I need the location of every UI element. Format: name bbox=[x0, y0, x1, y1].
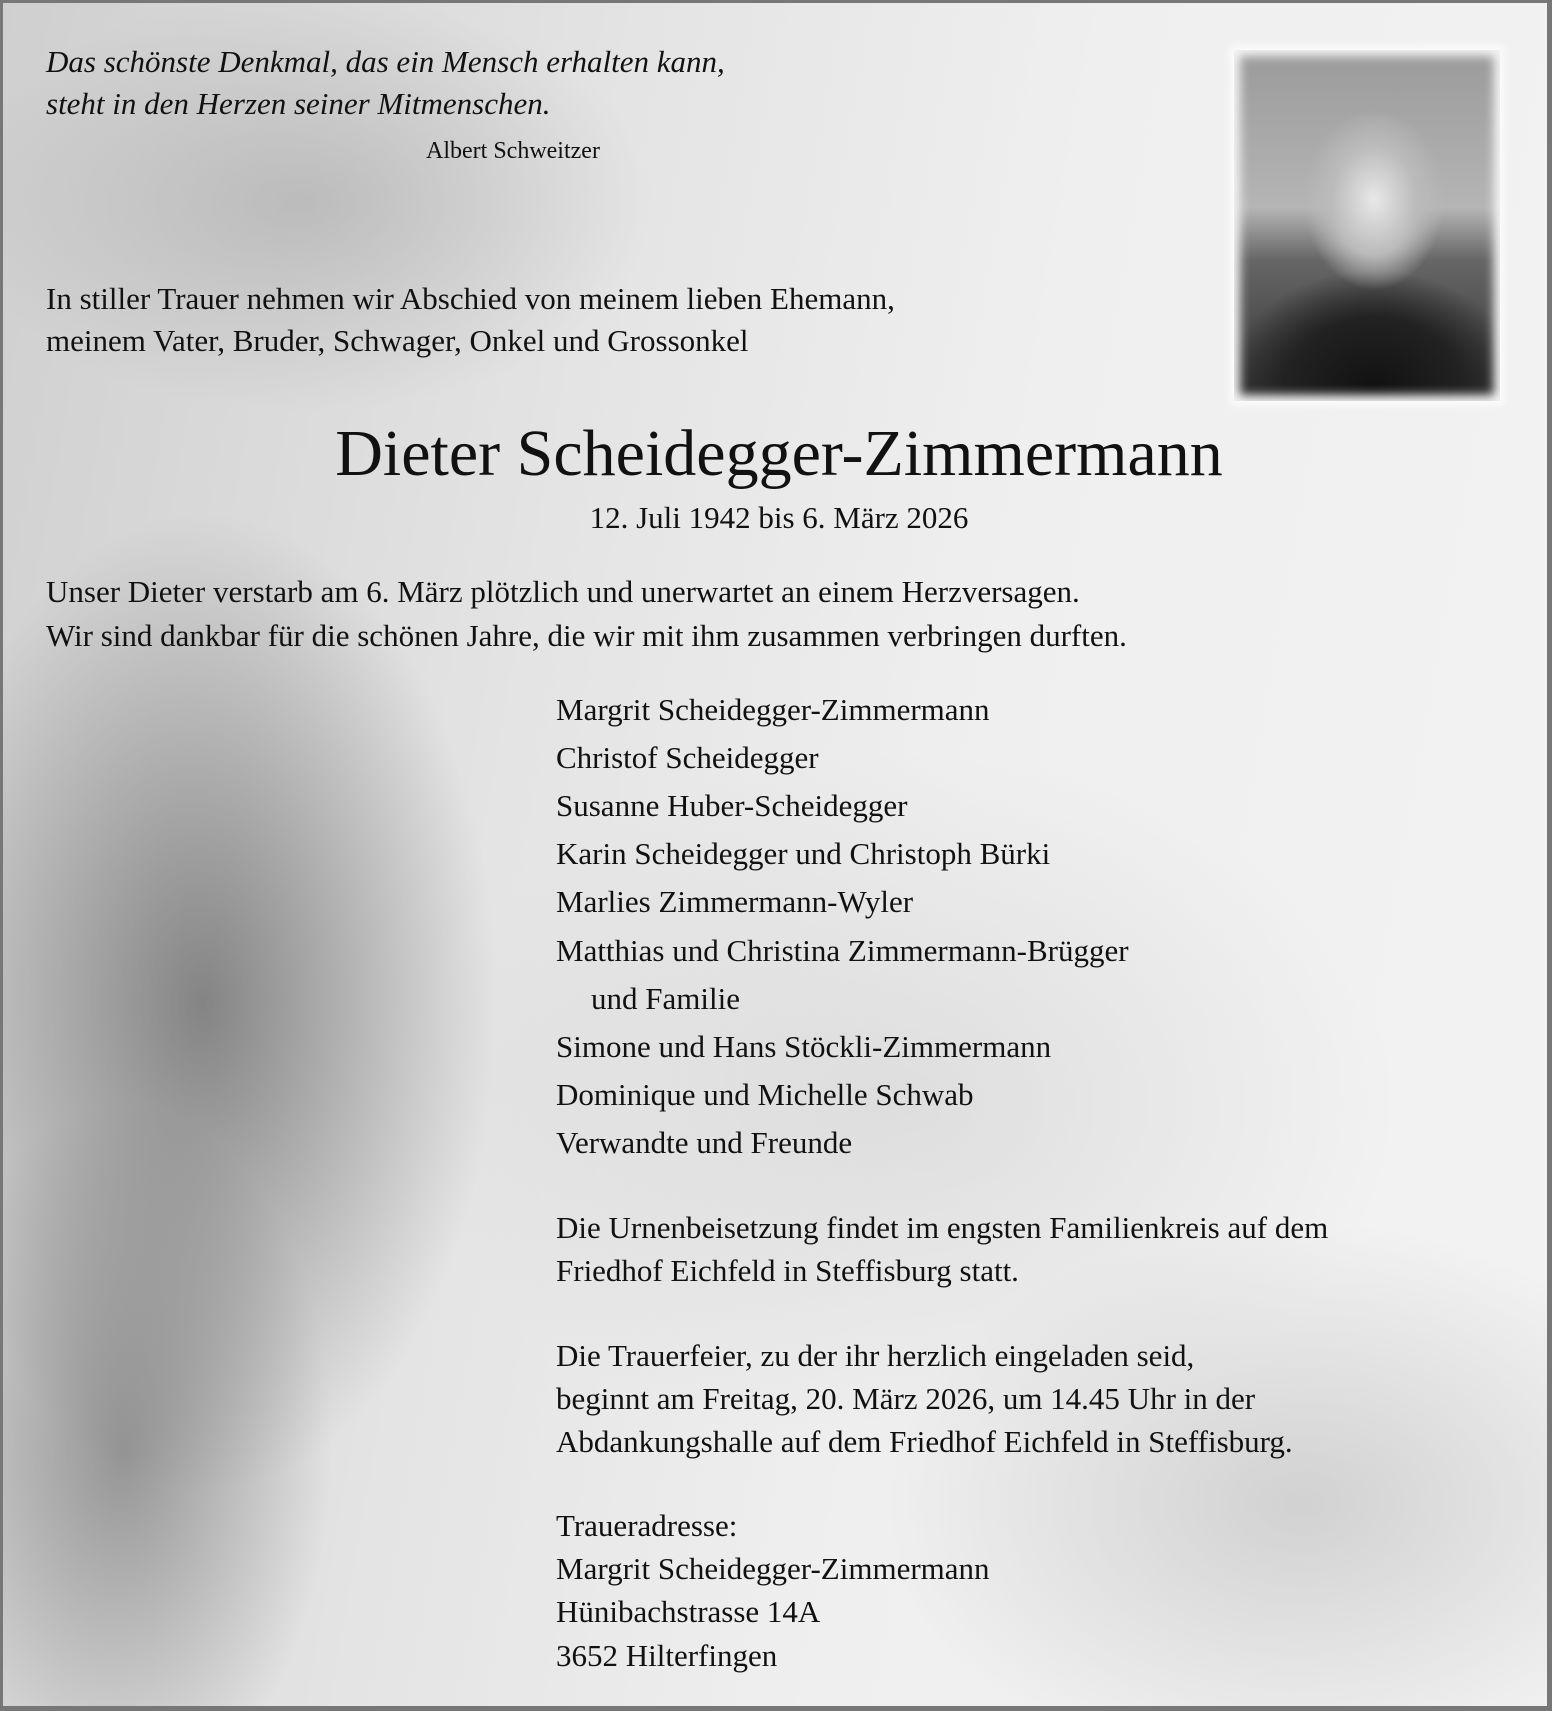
mourner: Christof Scheidegger bbox=[556, 740, 819, 775]
burial-line: Friedhof Eichfeld in Steffisburg statt. bbox=[556, 1253, 1019, 1288]
life-dates-text: 12. Juli 1942 bis 6. März 2026 bbox=[589, 500, 969, 535]
mourner: Margrit Scheidegger-Zimmermann bbox=[556, 692, 990, 727]
mourner: Karin Scheidegger und Christoph Bürki bbox=[556, 836, 1051, 871]
ceremony-line: beginnt am Freitag, 20. März 2026, um 14.45 Uhr in der bbox=[556, 1381, 1256, 1416]
ceremony-line: Die Trauerfeier, zu der ihr herzlich eingeladen seid, bbox=[556, 1338, 1195, 1373]
quote-line: Das schönste Denkmal, das ein Mensch erhalten kann, bbox=[46, 44, 725, 79]
mourner: Verwandte und Freunde bbox=[556, 1125, 853, 1160]
quote-author: Albert Schweitzer bbox=[426, 138, 600, 164]
intro-line: meinem Vater, Bruder, Schwager, Onkel und Grossonkel bbox=[46, 323, 749, 358]
intro-line: In stiller Trauer nehmen wir Abschied von meinem lieben Ehemann, bbox=[46, 281, 895, 316]
mourner: Dominique und Michelle Schwab bbox=[556, 1077, 974, 1112]
mourner: Marlies Zimmermann-Wyler bbox=[556, 884, 914, 919]
mourner: und Familie bbox=[591, 981, 740, 1016]
burial-line: Die Urnenbeisetzung findet im engsten Familienkreis auf dem bbox=[556, 1210, 1329, 1245]
deceased-name bbox=[3, 417, 1547, 490]
ceremony-line: Abdankungshalle auf dem Friedhof Eichfeld in Steffisburg. bbox=[556, 1424, 1293, 1459]
portrait-photo bbox=[1234, 50, 1500, 401]
mourner: Susanne Huber-Scheidegger bbox=[556, 788, 908, 823]
quote-line: steht in den Herzen seiner Mitmenschen. bbox=[46, 86, 551, 121]
deceased-name-text: Dieter Scheidegger-Zimmermann bbox=[335, 417, 1223, 490]
address-line: 3652 Hilterfingen bbox=[556, 1638, 778, 1673]
obituary-card bbox=[3, 3, 1547, 1706]
address-line: Hünibachstrasse 14A bbox=[556, 1594, 821, 1629]
address-label: Traueradresse: bbox=[556, 1508, 738, 1543]
mourner: Simone und Hans Stöckli-Zimmermann bbox=[556, 1029, 1052, 1064]
message-line: Unser Dieter verstarb am 6. März plötzlich und unerwartet an einem Herzversagen. bbox=[46, 574, 1080, 609]
address-line: Margrit Scheidegger-Zimmermann bbox=[556, 1551, 990, 1586]
life-dates bbox=[3, 502, 1547, 533]
mourner: Matthias und Christina Zimmermann-Brügger bbox=[556, 933, 1129, 968]
message-line: Wir sind dankbar für die schönen Jahre, die wir mit ihm zusammen verbringen durften. bbox=[46, 618, 1127, 653]
